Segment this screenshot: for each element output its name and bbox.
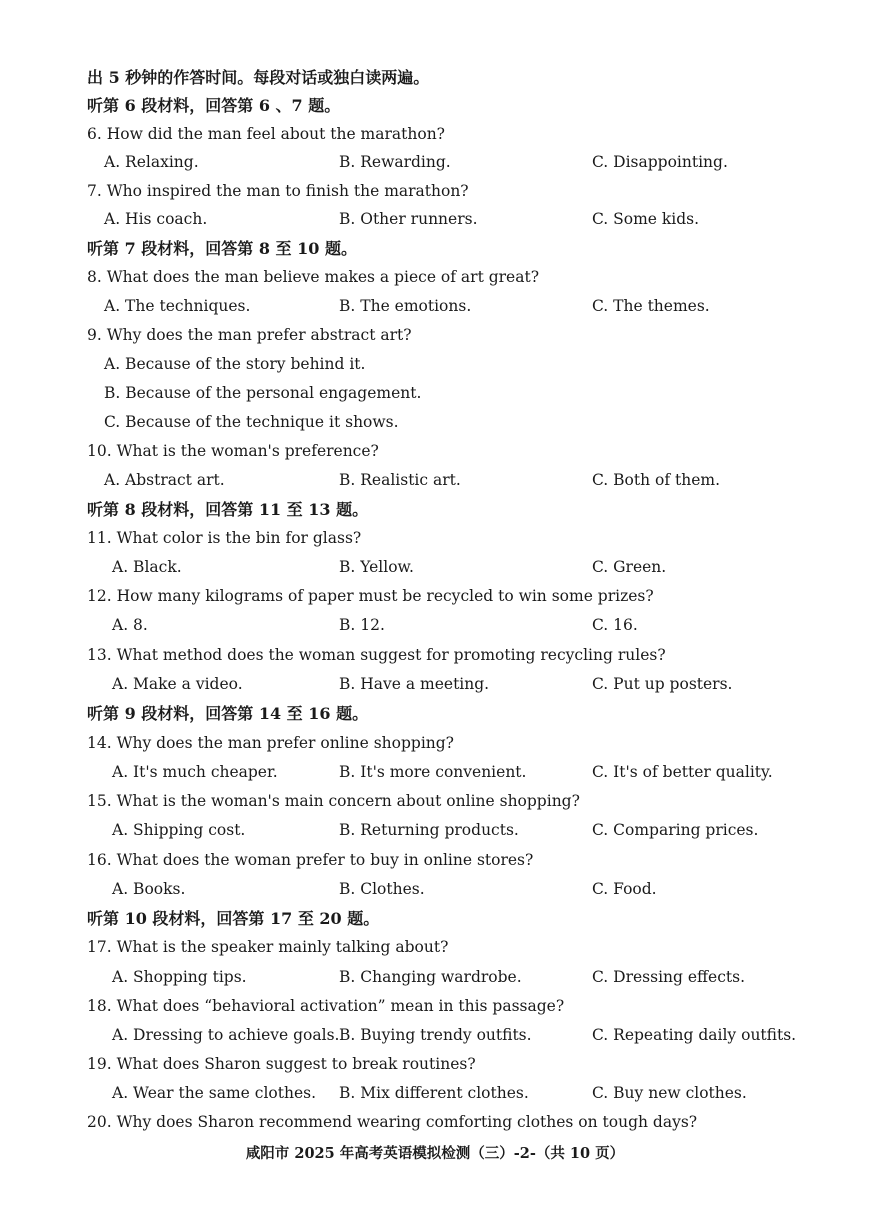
option-a: A. Dressing to achieve goals. bbox=[112, 1026, 340, 1044]
option-a: A. Black. bbox=[112, 558, 182, 576]
question bbox=[0, 933, 870, 962]
question-text: 10. What is the woman's preference? bbox=[87, 442, 379, 460]
question-text: 20. Why does Sharon recommend wearing comforting clothes on tough days? bbox=[87, 1113, 698, 1131]
option-c: C. Comparing prices. bbox=[592, 821, 759, 839]
options-row bbox=[0, 408, 870, 437]
options-row bbox=[0, 1021, 870, 1050]
option-b: B. Buying trendy outfits. bbox=[339, 1026, 532, 1044]
option-c: C. Disappointing. bbox=[592, 153, 728, 171]
question-text: 17. What is the speaker mainly talking about? bbox=[87, 938, 449, 956]
section-header-text: 听第 6 段材料，回答第 6 、7 题。 bbox=[87, 96, 341, 115]
instruction-text: 出 5 秒钟的作答时间。每段对话或独白读两遍。 bbox=[87, 68, 430, 87]
instruction-line bbox=[0, 63, 870, 92]
options-row bbox=[0, 611, 870, 640]
section-header-text: 听第 8 段材料，回答第 11 至 13 题。 bbox=[87, 500, 369, 519]
question bbox=[0, 321, 870, 350]
options-row bbox=[0, 963, 870, 992]
option-a: A. Because of the story behind it. bbox=[104, 355, 366, 373]
option-c: C. Green. bbox=[592, 558, 667, 576]
option-b: B. Realistic art. bbox=[339, 471, 461, 489]
question bbox=[0, 177, 870, 206]
options-row bbox=[0, 1079, 870, 1108]
options-row bbox=[0, 379, 870, 408]
option-c: C. Food. bbox=[592, 880, 657, 898]
option-c: C. Because of the technique it shows. bbox=[104, 413, 399, 431]
option-a: A. Relaxing. bbox=[104, 153, 199, 171]
option-c: C. Both of them. bbox=[592, 471, 721, 489]
question bbox=[0, 787, 870, 816]
options-row bbox=[0, 816, 870, 845]
question bbox=[0, 846, 870, 875]
question-text: 11. What color is the bin for glass? bbox=[87, 529, 362, 547]
option-a: A. Make a video. bbox=[112, 675, 243, 693]
options-row bbox=[0, 350, 870, 379]
question bbox=[0, 120, 870, 149]
question-text: 15. What is the woman's main concern about online shopping? bbox=[87, 792, 580, 810]
option-b: B. Other runners. bbox=[339, 210, 478, 228]
question bbox=[0, 1050, 870, 1079]
question-text: 19. What does Sharon suggest to break routines? bbox=[87, 1055, 476, 1073]
section-header bbox=[0, 495, 870, 524]
section-header bbox=[0, 234, 870, 263]
option-b: B. Returning products. bbox=[339, 821, 519, 839]
option-b: B. Changing wardrobe. bbox=[339, 968, 522, 986]
section-header bbox=[0, 91, 870, 120]
option-b: B. Because of the personal engagement. bbox=[104, 384, 422, 402]
option-c: C. It's of better quality. bbox=[592, 763, 773, 781]
option-a: A. 8. bbox=[112, 616, 148, 634]
option-a: A. The techniques. bbox=[104, 297, 251, 315]
option-c: C. Repeating daily outfits. bbox=[592, 1026, 797, 1044]
question-text: 7. Who inspired the man to finish the marathon? bbox=[87, 182, 469, 200]
section-header-text: 听第 10 段材料，回答第 17 至 20 题。 bbox=[87, 909, 380, 928]
question bbox=[0, 582, 870, 611]
option-a: A. Shipping cost. bbox=[112, 821, 246, 839]
question-text: 6. How did the man feel about the marathon? bbox=[87, 125, 445, 143]
question bbox=[0, 992, 870, 1021]
question-text: 13. What method does the woman suggest for promoting recycling rules? bbox=[87, 646, 666, 664]
option-b: B. Rewarding. bbox=[339, 153, 451, 171]
question bbox=[0, 641, 870, 670]
option-c: C. Some kids. bbox=[592, 210, 700, 228]
option-b: B. 12. bbox=[339, 616, 385, 634]
option-a: A. His coach. bbox=[104, 210, 208, 228]
option-b: B. Have a meeting. bbox=[339, 675, 490, 693]
option-b: B. It's more convenient. bbox=[339, 763, 527, 781]
option-c: C. Buy new clothes. bbox=[592, 1084, 747, 1102]
section-header bbox=[0, 904, 870, 933]
question-text: 18. What does “behavioral activation” mean in this passage? bbox=[87, 997, 565, 1015]
option-c: C. The themes. bbox=[592, 297, 710, 315]
options-row bbox=[0, 875, 870, 904]
option-b: B. The emotions. bbox=[339, 297, 472, 315]
options-row bbox=[0, 466, 870, 495]
options-row bbox=[0, 148, 870, 177]
question bbox=[0, 263, 870, 292]
options-row bbox=[0, 205, 870, 234]
options-row bbox=[0, 758, 870, 787]
question bbox=[0, 1108, 870, 1137]
question bbox=[0, 437, 870, 466]
options-row bbox=[0, 553, 870, 582]
option-a: A. Books. bbox=[112, 880, 186, 898]
options-row bbox=[0, 670, 870, 699]
question bbox=[0, 729, 870, 758]
question-text: 8. What does the man believe makes a piece of art great? bbox=[87, 268, 540, 286]
question-text: 12. How many kilograms of paper must be recycled to win some prizes? bbox=[87, 587, 654, 605]
option-b: B. Clothes. bbox=[339, 880, 425, 898]
option-c: C. 16. bbox=[592, 616, 638, 634]
question-text: 9. Why does the man prefer abstract art? bbox=[87, 326, 412, 344]
option-b: B. Yellow. bbox=[339, 558, 414, 576]
options-row bbox=[0, 292, 870, 321]
option-c: C. Dressing effects. bbox=[592, 968, 746, 986]
section-header bbox=[0, 699, 870, 728]
page-footer: 咸阳市 2025 年高考英语模拟检测（三）-2-（共 10 页） bbox=[245, 1145, 625, 1162]
option-a: A. Shopping tips. bbox=[112, 968, 247, 986]
option-a: A. Wear the same clothes. bbox=[112, 1084, 317, 1102]
option-a: A. Abstract art. bbox=[104, 471, 225, 489]
option-b: B. Mix different clothes. bbox=[339, 1084, 529, 1102]
question bbox=[0, 524, 870, 553]
question-text: 16. What does the woman prefer to buy in online stores? bbox=[87, 851, 534, 869]
question-text: 14. Why does the man prefer online shopping? bbox=[87, 734, 454, 752]
section-header-text: 听第 9 段材料，回答第 14 至 16 题。 bbox=[87, 704, 369, 723]
section-header-text: 听第 7 段材料，回答第 8 至 10 题。 bbox=[87, 239, 357, 258]
option-a: A. It's much cheaper. bbox=[112, 763, 278, 781]
option-c: C. Put up posters. bbox=[592, 675, 733, 693]
